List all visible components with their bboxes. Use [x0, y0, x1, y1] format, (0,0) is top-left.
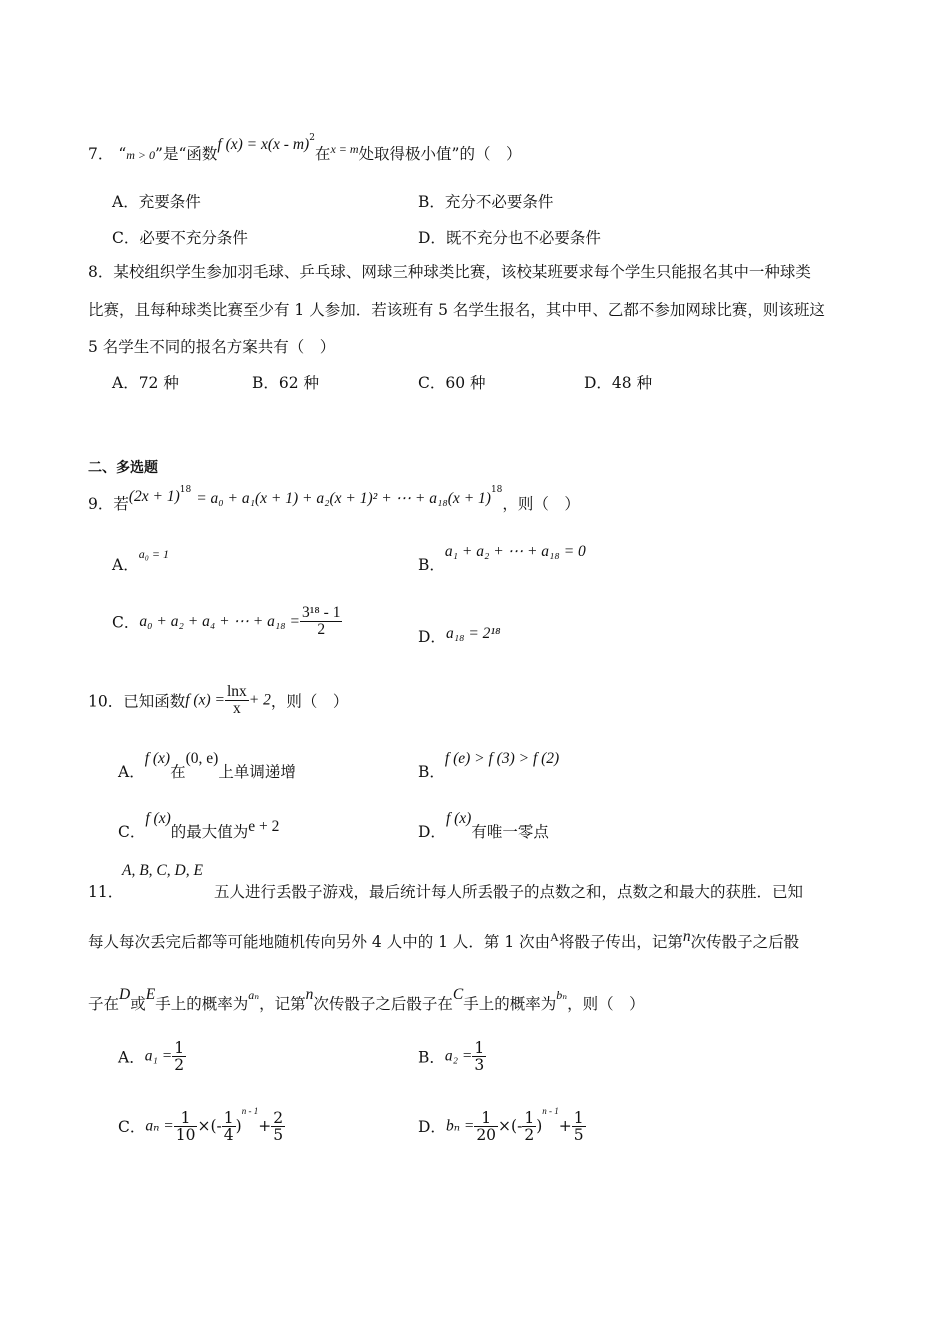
q7-number: 7． [88, 145, 114, 163]
q7-option-d[interactable]: D．既不充分也不必要条件 [418, 229, 601, 247]
q8-option-c[interactable]: C．60 种 [418, 374, 486, 392]
q9-number: 9．若 [88, 495, 129, 513]
q7-option-c[interactable]: C．必要不充分条件 [112, 229, 248, 247]
q10-option-c[interactable]: C．f (x)的最大值为e + 2 [118, 810, 280, 841]
q11-option-c[interactable]: C．aₙ = $\frac{1}{10}$ ×(- $\frac{1}{4}$ )$^{n - 1}$+ $\frac{2}{5}$ [118, 1106, 284, 1144]
q11-line-1: 五人进行丢骰子游戏，最后统计每人所丢骰子的点数之和，点数之和最大的获胜．已知 [214, 883, 804, 901]
q8-option-d[interactable]: D．48 种 [584, 374, 653, 392]
fraction: $\frac{2}{5}$ [273, 1108, 284, 1144]
fraction: $\frac{\ln x}{x}$ [226, 683, 247, 717]
fraction: $\frac{1}{3}$ [474, 1039, 485, 1074]
q11-players: A, B, C, D, E [122, 862, 203, 879]
q7-option-a[interactable]: A．充要条件 [112, 193, 201, 211]
section-heading: 二、多选题 [88, 460, 158, 476]
q10-option-a[interactable]: A．f (x)在(0, e)上单调递增 [118, 750, 296, 781]
fraction: $\frac{1}{2}$ [524, 1108, 535, 1144]
q9-option-c[interactable]: C．a₀ + a₂ + a₄ + ⋯ + a₁₈ = $\frac{\text{3¹⁸ - 1}}{2}$ [112, 604, 341, 638]
fraction: $\frac{1}{10}$ [175, 1108, 196, 1144]
q8-option-b[interactable]: B．62 种 [252, 374, 320, 392]
q8-line-1: 8．某校组织学生参加羽毛球、乒乓球、网球三种球类比赛，该校某班要求每个学生只能报名其中一种球类 [88, 263, 811, 281]
q9-option-b[interactable]: B．a₁ + a₂ + ⋯ + a₁₈ = 0 [418, 543, 586, 574]
q11-number: 11． [88, 883, 124, 901]
q8-option-a[interactable]: A．72 种 [112, 374, 179, 392]
fraction: $\frac{1}{4}$ [223, 1108, 234, 1144]
q10-number: 10．已知函数 [88, 692, 186, 711]
q9-option-a[interactable]: A．$^{a_0 = 1}$ [112, 547, 169, 574]
q11-line-2: 每人每次丢完后都等可能地随机传向另外 4 人中的 1 人．第 1 次由$^A$将骰子传出，记第n次传骰子之后骰 [88, 928, 800, 951]
q11-line-3: 子在D或E手上的概率为$^{a_n}$，记第n次传骰子之后骰子在C手上的概率为$^{b_n}$，则（ ） [88, 986, 645, 1013]
q7-option-b[interactable]: B．充分不必要条件 [418, 193, 554, 211]
q9-stem: 9．若$(2x + 1)^{18} = a_0 + a_1(x + 1) + a_2(x + 1)^2$ + ⋯ + $a_{18}(x + 1)^{18}$，则（ ） [88, 485, 580, 513]
q10-option-b[interactable]: B．f (e) > f (3) > f (2) [418, 750, 560, 781]
q9-expansion: = a₀ + a₁(x + 1) + a₂(x + 1)² + ⋯ + a₁₈(x + 1) [196, 490, 491, 507]
q7-condition: m > 0 [126, 148, 156, 162]
q11-option-d[interactable]: D．bₙ = $\frac{1}{20}$ ×(- $\frac{1}{2}$ )$^{n - 1}$+ $\frac{1}{5}$ [418, 1106, 584, 1144]
q8-line-3: 5 名学生不同的报名方案共有（ ） [88, 338, 336, 356]
fraction: $\frac{\text{3¹⁸ - 1}}{2}$ [302, 604, 341, 638]
q7-point: x = m [330, 142, 359, 156]
q10-stem: 10．已知函数f (x) = $\frac{\ln x}{x}$ + 2，则（ ） [88, 683, 349, 717]
q7-function: f (x) = x(x - m) [217, 136, 310, 153]
fraction: $\frac{1}{20}$ [476, 1108, 497, 1144]
fraction: $\frac{1}{2}$ [174, 1039, 185, 1074]
q10-option-d[interactable]: D．f (x)有唯一零点 [418, 810, 549, 841]
q8-line-2: 比赛，且每种球类比赛至少有 1 人参加．若该班有 5 名学生报名，其中甲、乙都不参加网球比赛，则该班这 [88, 301, 825, 319]
q9-option-d[interactable]: D．a₁₈ = 2¹⁸ [418, 625, 501, 646]
q7-stem: 7． “m > 0”是“函数f (x) = x(x - m)$^2$在$^{x = m}$处取得极小值”的（ ） [88, 133, 522, 163]
q11-option-b[interactable]: B．a₂ = $\frac{1}{3}$ [418, 1039, 485, 1074]
fraction: $\frac{1}{5}$ [573, 1108, 584, 1144]
q11-option-a[interactable]: A．a₁ = $\frac{1}{2}$ [118, 1039, 185, 1074]
